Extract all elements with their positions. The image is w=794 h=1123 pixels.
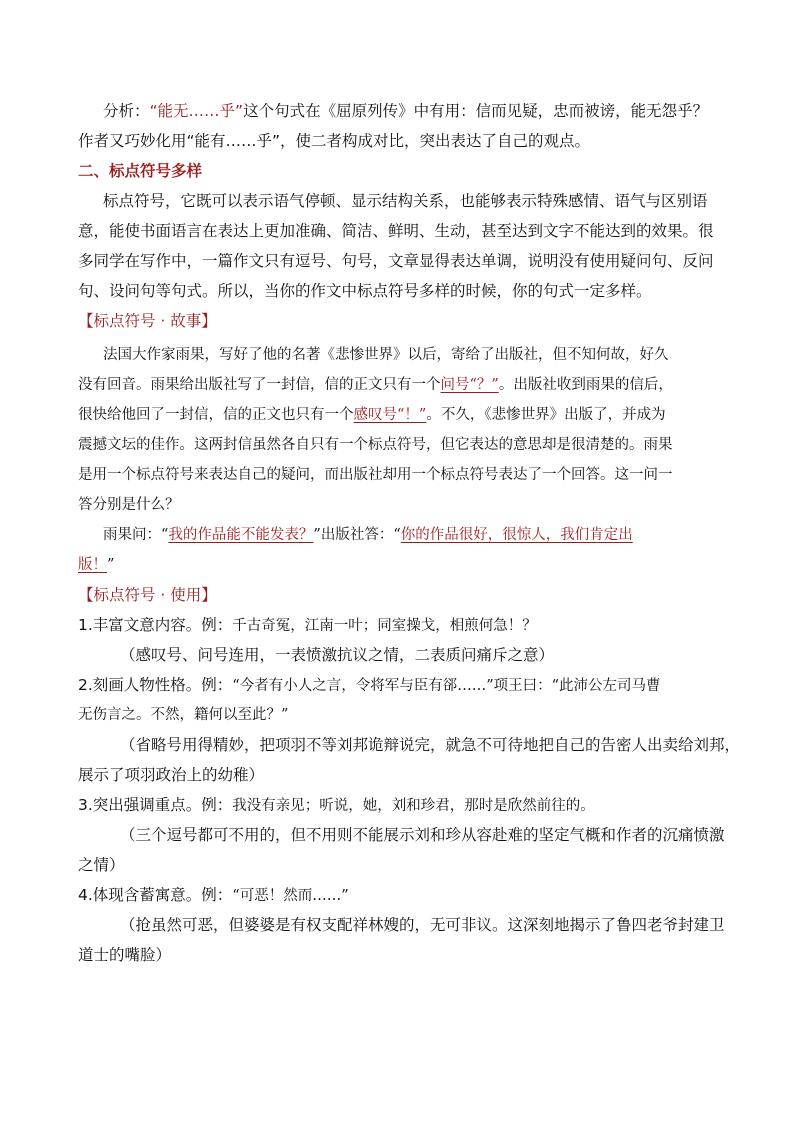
analysis-quote: “能无……乎” (149, 102, 244, 120)
hugo-question: 我的作品能不能发表？ (168, 527, 314, 543)
exclamation-mark-underlined: 感叹号“！” (353, 407, 427, 423)
analysis-text: 这个句式在《屈原列传》中有用：信而见疑，忠而被谤，能无怨乎？ (243, 102, 709, 120)
section-para-line: 标点符号，它既可以表示语气停顿、显示结构关系，也能够表示特殊感情、语气与区别语 (103, 192, 708, 210)
usage-example: “可恶！然而……” (232, 888, 349, 904)
usage-example: “今者有小人之言，令将军与臣有郤……”项王曰：“此沛公左司马曹 (232, 678, 661, 694)
usage-item-title: 3.突出强调重点。例：我没有亲见；听说，她，刘和珍君，那时是欣然前往的。 (78, 796, 595, 814)
usage-note: （省略号用得精妙，把项羽不等刘邦诡辩说完，就急不可待地把自己的告密人出卖给刘邦， (120, 736, 741, 754)
usage-note: （抢虽然可恶，但婆婆是有权支配祥林嫂的，无可非议。这深刻地揭示了鲁四老爷封建卫 (120, 916, 725, 934)
story-block (78, 340, 728, 580)
story-dialogue: 版！” (78, 557, 115, 573)
story-line: 很快给他回了一封信，信的正文也只有一个感叹号“！”。不久，《悲惨世界》出版了，并成为 (78, 407, 666, 423)
usage-item-title: 1.丰富文意内容。例：千古奇冤，江南一叶；同室操戈，相煎何急！？ (78, 616, 537, 634)
section-para-line: 句、设问句等句式。所以，当你的作文中标点符号多样的时候，你的句式一定多样。 (78, 282, 652, 300)
section-para-line: 多同学在写作中，一篇作文只有逗号、句号，文章显得表达单调，说明没有使用疑问句、反问 (78, 252, 714, 270)
question-mark-underlined: 问号“？” (440, 377, 499, 393)
section-heading: 二、标点符号多样 (78, 162, 203, 180)
story-line: 答分别是什么？ (78, 497, 180, 513)
story-line: 法国大作家雨果，写好了他的名著《悲惨世界》以后，寄给了出版社，但不知何故，好久 (103, 347, 669, 363)
usage-note: 之情） (78, 856, 125, 874)
story-dialogue: 雨果问：“我的作品能不能发表？”出版社答：“你的作品很好，很惊人，我们肯定出 (103, 527, 633, 543)
document-body (78, 96, 741, 970)
usage-note: （感叹号、问号连用，一表愤激抗议之情，二表质问痛斥之意） (120, 646, 555, 664)
story-line: 震撼文坛的佳作。这两封信虽然各自只有一个标点符号，但它表达的意思却是很清楚的。雨果 (78, 437, 673, 453)
story-line: 没有回音。雨果给出版社写了一封信，信的正文只有一个问号“？”。出版社收到雨果的信后， (78, 377, 673, 393)
usage-note: 道士的嘴脸） (78, 946, 172, 964)
analysis-line-2: 作者又巧妙化用“能有……乎”，使二者构成对比，突出表达了自己的观点。 (78, 132, 591, 150)
usage-note: 展示了项羽政治上的幼稚） (78, 766, 265, 784)
usage-example: 无伤言之。不然，籍何以至此？” (78, 707, 289, 723)
usage-item-title: 2.刻画人物性格。例：“今者有小人之言，令将军与臣有郤……”项王曰：“此沛公左司马曹 (78, 676, 661, 694)
usage-note: （三个逗号都可不用的，但不用则不能展示刘和珍从容赴难的坚定气概和作者的沉痛愤激 (120, 826, 725, 844)
story-heading: 【标点符号 · 故事】 (78, 312, 217, 330)
story-line: 是用一个标点符号来表达自己的疑问，而出版社却用一个标点符号表达了一个回答。这一问一 (78, 467, 673, 483)
analysis-line-1 (78, 96, 728, 126)
usage-item-title: 4.体现含蓄寓意。例：“可恶！然而……” (78, 886, 349, 904)
analysis-label: 分析： (103, 102, 150, 120)
publisher-answer: 你的作品很好，很惊人，我们肯定出 (400, 527, 633, 543)
usage-example: 千古奇冤，江南一叶；同室操戈，相煎何急！？ (232, 618, 537, 634)
section-para-line: 意，能使书面语言在表达上更加准确、简洁、鲜明、生动，甚至达到文字不能达到的效果。很 (78, 222, 714, 240)
usage-example: 我没有亲见；听说，她，刘和珍君，那时是欣然前往的。 (232, 798, 595, 814)
usage-heading: 【标点符号 · 使用】 (78, 586, 217, 604)
